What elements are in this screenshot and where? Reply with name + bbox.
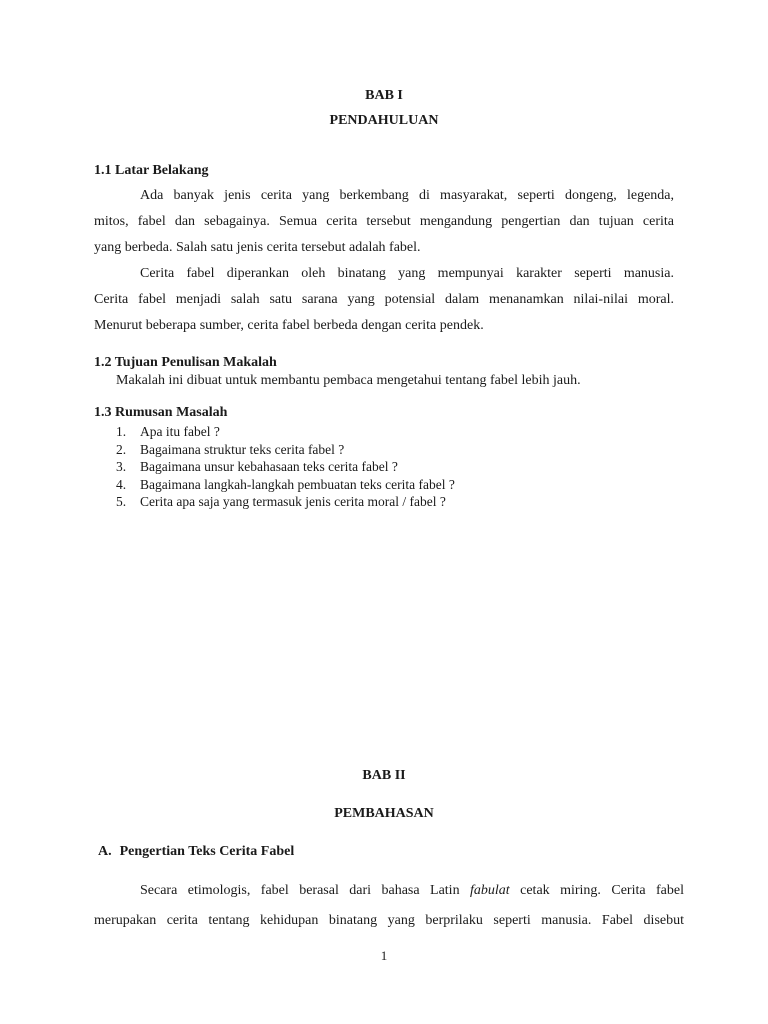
list-item-number: 2.: [116, 441, 127, 457]
section-pengertian-heading: [98, 844, 294, 860]
list-item-text: Bagaimana unsur kebahasaan teks cerita fabel ?: [140, 459, 398, 474]
list-item: [116, 441, 455, 459]
list-item: [116, 458, 455, 476]
list-item: [116, 493, 455, 511]
section-latar-belakang-heading: 1.1 Latar Belakang: [94, 163, 209, 178]
tujuan-text: Makalah ini dibuat untuk membantu pembaca mengetahui tentang fabel lebih jauh.: [116, 373, 581, 388]
pengertian-paragraph: [94, 876, 684, 936]
latar-belakang-paragraphs: [94, 183, 674, 339]
section-rumusan-heading: 1.3 Rumusan Masalah: [94, 405, 228, 420]
italic-term: fabulat: [470, 883, 510, 898]
heading-marker: A.: [98, 844, 112, 859]
list-item: [116, 423, 455, 441]
list-item-text: Cerita apa saja yang termasuk jenis cerita moral / fabel ?: [140, 494, 446, 509]
rumusan-list: [116, 423, 455, 511]
paragraph-line: yang berbeda. Salah satu jenis cerita tersebut adalah fabel.: [94, 240, 421, 255]
section-tujuan-heading: 1.2 Tujuan Penulisan Makalah: [94, 355, 277, 370]
paragraph-line: merupakan cerita tentang kehidupan binatang yang berprilaku seperti manusia. Fabel disebut: [94, 913, 684, 928]
text-run: cetak miring. Cerita fabel: [509, 883, 684, 898]
paragraph-line: [94, 876, 684, 906]
chapter-2-title: BAB II: [362, 768, 406, 783]
list-item: [116, 476, 455, 494]
text-run: Secara etimologis, fabel berasal dari bahasa Latin: [140, 883, 471, 898]
list-item-number: 3.: [116, 459, 127, 474]
paragraph-line: Cerita fabel menjadi salah satu sarana yang potensial dalam menanamkan nilai-nilai moral.: [94, 292, 674, 307]
list-item-number: 4.: [116, 476, 127, 492]
paragraph-line: Cerita fabel diperankan oleh binatang yang mempunyai karakter seperti manusia.: [140, 266, 674, 281]
list-item-text: Bagaimana langkah-langkah pembuatan teks cerita fabel ?: [140, 476, 455, 492]
chapter-1-subtitle: PENDAHULUAN: [329, 113, 439, 128]
chapter-2-subtitle: PEMBAHASAN: [334, 806, 434, 821]
chapter-1-title: BAB I: [365, 88, 403, 103]
list-item-text: Bagaimana struktur teks cerita fabel ?: [140, 441, 345, 457]
list-item-text: Apa itu fabel ?: [140, 424, 220, 439]
list-item-number: 5.: [116, 494, 127, 509]
list-item-number: 1.: [116, 424, 127, 439]
paragraph-line: Menurut beberapa sumber, cerita fabel berbeda dengan cerita pendek.: [94, 318, 484, 333]
heading-text: Pengertian Teks Cerita Fabel: [119, 844, 295, 859]
paragraph-line: Ada banyak jenis cerita yang berkembang di masyarakat, seperti dongeng, legenda,: [140, 188, 674, 203]
paragraph-line: mitos, fabel dan sebagainya. Semua cerita tersebut mengandung pengertian dan tujuan cerita: [94, 214, 674, 229]
page-number: 1: [380, 948, 388, 963]
